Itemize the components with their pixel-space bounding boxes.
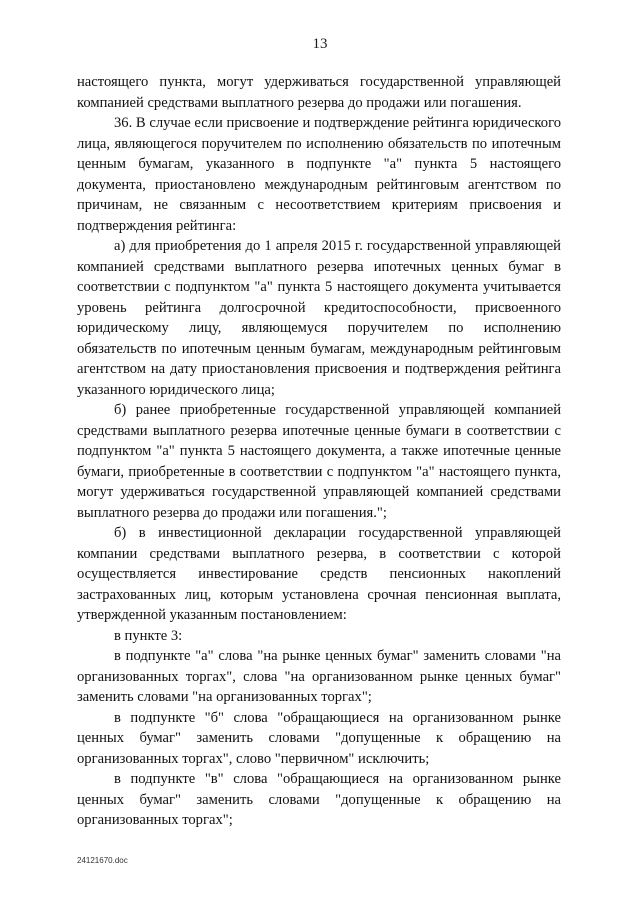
page-number: 13 bbox=[312, 36, 328, 52]
paragraph-subclause-b: б) ранее приобретенные государственной управляющей компанией средствами выплатного резерва ипотечные ценные бумаги в соответствии с подпунктом "а" пункта 5 настоящего документа, а также ипотечные ценные бумаги, приобретенные в соответствии с подпунктом "а" настоящего пункта, могут удерживаться государственной управляющей компанией средствами выплатного резерва до продажи или погашения."; bbox=[77, 402, 561, 521]
paragraph-subclause-a: а) для приобретения до 1 апреля 2015 г. государственной управляющей компанией средствами выплатного резерва ипотечных ценных бумаг в соответствии с подпунктом "а" пункта 5 настоящего документа учитывается уровень рейтинга долгосрочной кредитоспособности, присвоенного юридическому лицу, являющемуся поручителем по исполнению обязательств по ипотечным ценным бумагам, международным рейтинговым агентством на дату приостановления присвоения и подтверждения рейтинга указанного юридического лица; bbox=[77, 238, 561, 398]
paragraph-investment-declaration: б) в инвестиционной декларации государственной управляющей компании средствами выплатного резерва, в соответствии с которой осуществляется инвестирование средств пенсионных накоплений застрахованных лиц, которым установлена срочная пенсионная выплата, утвержденной указанным постановлением: bbox=[77, 525, 561, 623]
paragraph-subpoint-a: в подпункте "а" слова "на рынке ценных бумаг" заменить словами "на организованных торгах", слова "на организованном рынке ценных бумаг" заменить словами "на организованных торгах"; bbox=[77, 648, 561, 705]
paragraph-point-3: в пункте 3: bbox=[114, 627, 183, 644]
paragraph-subpoint-b: в подпункте "б" слова "обращающиеся на организованном рынке ценных бумаг" заменить словами "допущенные к обращению на организованных торгах", слово "первичном" исключить; bbox=[77, 709, 561, 767]
document-body bbox=[77, 72, 561, 831]
paragraph-subpoint-v: в подпункте "в" слова "обращающиеся на организованном рынке ценных бумаг" заменить словами "допущенные к обращению на организованных торгах"; bbox=[77, 771, 561, 828]
footer-filename: 24121670.doc bbox=[77, 856, 128, 865]
paragraph-continuation: настоящего пункта, могут удерживаться государственной управляющей компанией средствами выплатного резерва до продажи или погашения. bbox=[77, 74, 561, 111]
paragraph-clause-36: 36. В случае если присвоение и подтверждение рейтинга юридического лица, являющегося поручителем по исполнению обязательств по ипотечным ценным бумагам, указанного в подпункте "а" пункта 5 настоящего документа, приостановлено международным рейтинговым агентством по причинам, не связанным с несоответствием критериям присвоения и подтверждения рейтинга: bbox=[77, 115, 561, 234]
